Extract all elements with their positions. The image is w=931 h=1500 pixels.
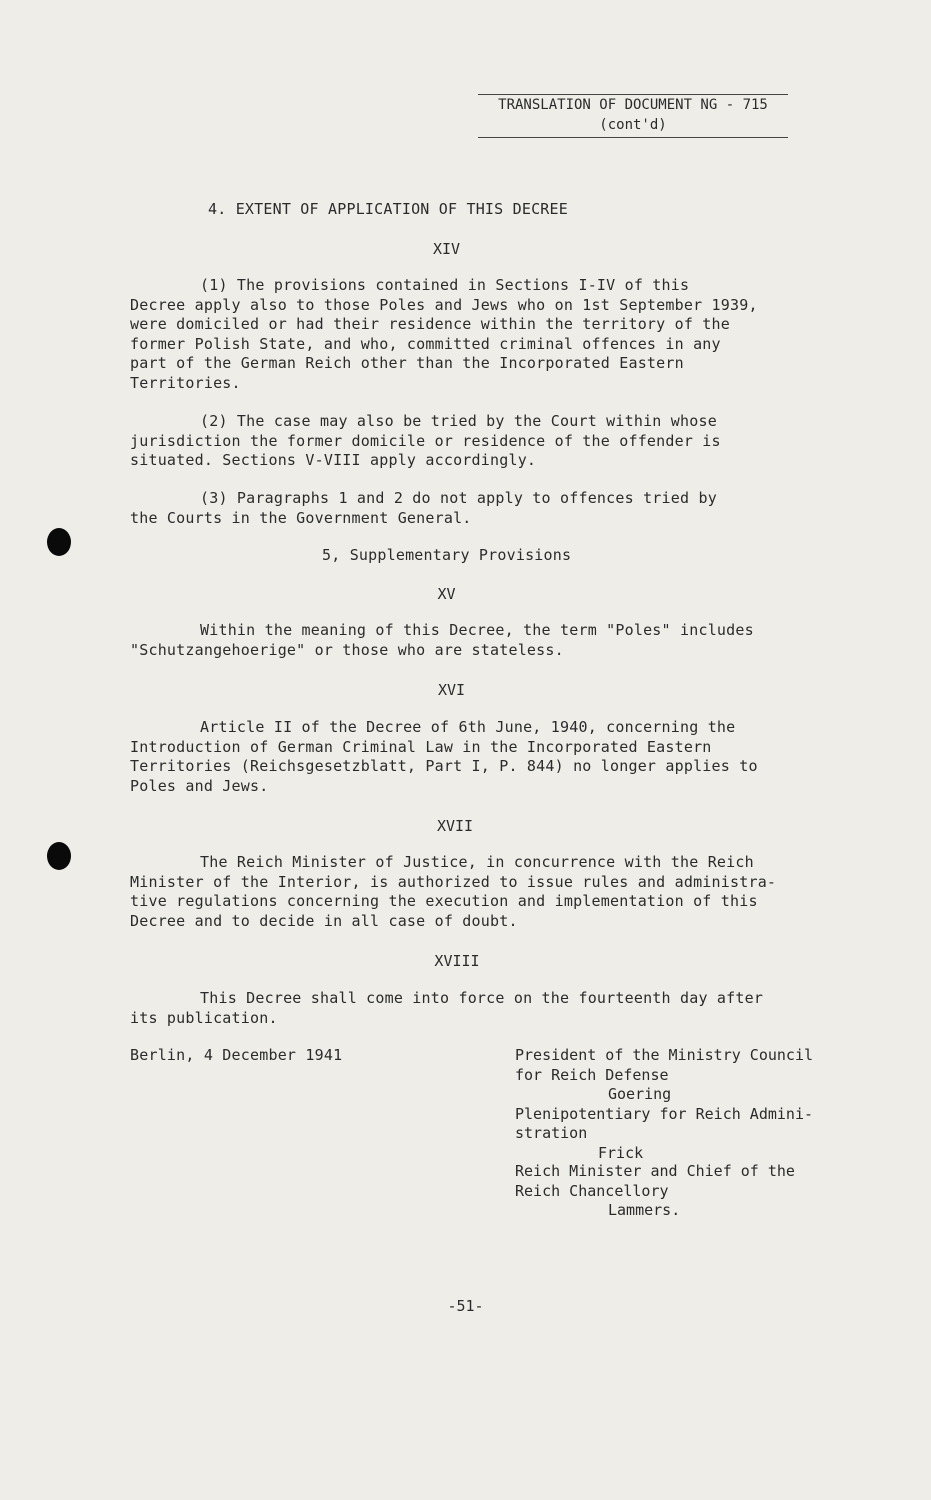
paragraph-line: part of the German Reich other than the Incorporated Eastern: [130, 354, 684, 372]
paragraph-line: were domiciled or had their residence within the territory of the: [130, 315, 730, 333]
paragraph-line: the Courts in the Government General.: [130, 508, 472, 527]
signatory-name: Goering: [608, 1085, 672, 1103]
section-heading: 5, Supplementary Provisions: [322, 546, 572, 564]
signatory-title: Plenipotentiary for Reich Admini-: [515, 1104, 814, 1123]
paragraph-line: former Polish State, and who, committed criminal offences in any: [130, 334, 721, 353]
paragraph-line: (1) The provisions contained in Sections I-IV of this: [200, 276, 690, 294]
paragraph-line: Minister of the Interior, is authorized to issue rules and administra-: [130, 872, 777, 891]
paragraph-line: "Schutzangehoerige" or those who are stateless.: [130, 640, 564, 659]
header-top-rule: [478, 94, 788, 95]
place-date: Berlin, 4 December 1941: [130, 1046, 343, 1064]
signatory-name: Lammers.: [608, 1201, 681, 1219]
paragraph-line: Poles and Jews.: [130, 776, 269, 795]
section-number: XVIII: [434, 952, 480, 970]
document-header: [478, 95, 788, 135]
signatory-title: stration: [515, 1124, 588, 1142]
signatory-title: Reich Minister and Chief of the: [515, 1162, 795, 1180]
paragraph-line: tive regulations concerning the execution and implementation of this: [130, 892, 758, 910]
signatory-name: Frick: [598, 1143, 644, 1162]
paragraph-line: jurisdiction the former domicile or residence of the offender is: [130, 431, 721, 450]
punch-hole: [47, 842, 71, 870]
paragraph-line: This Decree shall come into force on the fourteenth day after: [200, 989, 764, 1007]
paragraph-line: (3) Paragraphs 1 and 2 do not apply to offences tried by: [200, 489, 717, 507]
paragraph-line: its publication.: [130, 1008, 278, 1027]
page-number: -51-: [447, 1297, 484, 1315]
paragraph-line: The Reich Minister of Justice, in concurrence with the Reich: [200, 853, 754, 871]
header-bottom-rule: [478, 137, 788, 138]
section-number: XV: [437, 585, 456, 603]
paragraph-line: Introduction of German Criminal Law in the Incorporated Eastern: [130, 737, 712, 756]
punch-hole: [47, 528, 71, 556]
paragraph-line: Decree apply also to those Poles and Jews who on 1st September 1939,: [130, 295, 758, 314]
section-heading: 4. EXTENT OF APPLICATION OF THIS DECREE: [208, 200, 568, 218]
signatory-title: for Reich Defense: [515, 1065, 669, 1084]
paragraph-line: Territories.: [130, 373, 241, 392]
section-number: XVI: [437, 681, 466, 699]
paragraph-line: Within the meaning of this Decree, the term "Poles" includes: [200, 621, 754, 639]
signatory-title: Reich Chancellory: [515, 1181, 669, 1200]
header-title: TRANSLATION OF DOCUMENT NG - 715: [498, 97, 768, 113]
paragraph-line: Article II of the Decree of 6th June, 1940, concerning the: [200, 718, 736, 736]
paragraph-line: situated. Sections V-VIII apply accordingly.: [130, 451, 537, 469]
section-number: XIV: [432, 240, 461, 258]
header-cont: (cont'd): [599, 117, 667, 133]
paragraph-line: Decree and to decide in all case of doubt.: [130, 911, 518, 930]
paragraph-line: (2) The case may also be tried by the Court within whose: [200, 412, 717, 430]
paragraph-line: Territories (Reichsgesetzblatt, Part I, P. 844) no longer applies to: [130, 757, 758, 775]
signatory-title: President of the Ministry Council: [515, 1046, 814, 1064]
section-number: XVII: [436, 817, 474, 835]
